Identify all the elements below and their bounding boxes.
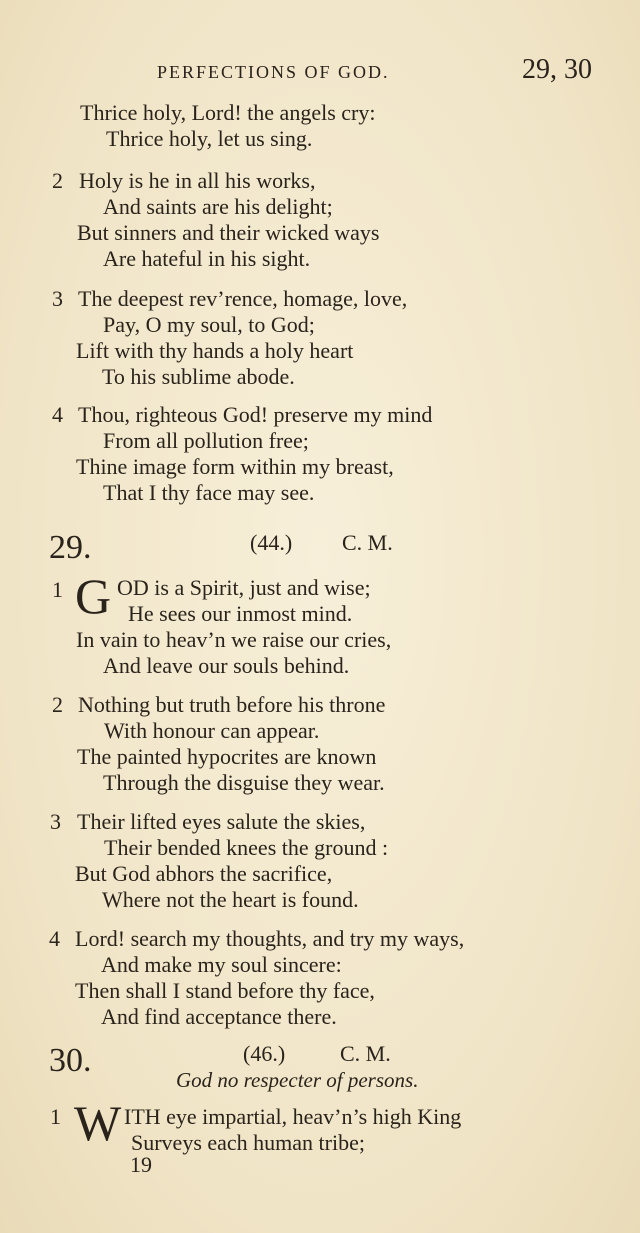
verse-line: Are hateful in his sight. — [103, 246, 311, 271]
verse-number: 4 — [52, 402, 63, 427]
verse-line: Thine image form within my breast, — [76, 454, 394, 479]
verse-number: 3 — [52, 286, 63, 311]
verse-line: Lift with thy hands a holy heart — [76, 338, 354, 363]
verse-line: Thou, righteous God! preserve my mind — [78, 402, 433, 427]
running-head-title: PERFECTIONS OF GOD. — [157, 62, 390, 82]
verse-line: Then shall I stand before thy face, — [75, 978, 375, 1003]
running-head-page-numbers: 29, 30 — [522, 54, 592, 85]
verse-line: Surveys each human tribe; — [131, 1130, 365, 1155]
hymn-number: 30. — [49, 1042, 92, 1079]
running-head — [0, 56, 640, 90]
verse-line: The painted hypocrites are known — [77, 744, 377, 769]
tune-number: (46.) — [243, 1041, 286, 1066]
verse-number: 2 — [52, 168, 63, 193]
verse-line: Through the disguise they wear. — [103, 770, 385, 795]
verse-line: Pay, O my soul, to God; — [103, 312, 315, 337]
hymn-meter: C. M. — [340, 1041, 391, 1066]
verse-line: With honour can appear. — [104, 718, 320, 743]
verse-line: But sinners and their wicked ways — [77, 220, 380, 245]
verse-number: 4 — [49, 926, 60, 951]
verse-line: The deepest rev’rence, homage, love, — [78, 286, 408, 311]
verse-line: And saints are his delight; — [103, 194, 333, 219]
drop-capital: G — [75, 568, 112, 624]
verse-line: From all pollution free; — [103, 428, 309, 453]
hymn-subtitle: God no respecter of persons. — [176, 1068, 419, 1092]
hymn-meter: C. M. — [342, 530, 393, 555]
verse-line: Their lifted eyes salute the skies, — [77, 809, 366, 834]
signature-mark: 19 — [130, 1152, 152, 1177]
verse-line: That I thy face may see. — [103, 480, 315, 505]
verse-line: And leave our souls behind. — [103, 653, 350, 678]
verse-line: And make my soul sincere: — [101, 952, 342, 977]
verse-number: 3 — [50, 809, 61, 834]
verse-line: Where not the heart is found. — [102, 887, 359, 912]
hymn-number: 29. — [49, 529, 92, 566]
verse-line: Nothing but truth before his throne — [78, 692, 386, 717]
verse-number: 1 — [52, 577, 63, 602]
verse-number: 2 — [52, 692, 63, 717]
tune-number: (44.) — [250, 530, 293, 555]
verse-line: He sees our inmost mind. — [128, 601, 353, 626]
verse-line: OD is a Spirit, just and wise; — [117, 575, 371, 600]
verse-number: 1 — [50, 1104, 61, 1129]
verse-line: To his sublime abode. — [102, 364, 295, 389]
verse-line: In vain to heav’n we raise our cries, — [76, 627, 392, 652]
verse-line: But God abhors the sacrifice, — [75, 861, 333, 886]
continuation-line-1: Thrice holy, Lord! the angels cry: — [80, 100, 376, 125]
drop-capital: W — [74, 1095, 122, 1151]
verse-line: ITH eye impartial, heav’n’s high King — [124, 1104, 462, 1129]
continuation-line-2: Thrice holy, let us sing. — [106, 126, 313, 151]
verse-line: Lord! search my thoughts, and try my ways, — [75, 926, 465, 951]
verse-line: Their bended knees the ground : — [104, 835, 389, 860]
verse-line: Holy is he in all his works, — [79, 168, 316, 193]
verse-line: And find acceptance there. — [101, 1004, 337, 1029]
